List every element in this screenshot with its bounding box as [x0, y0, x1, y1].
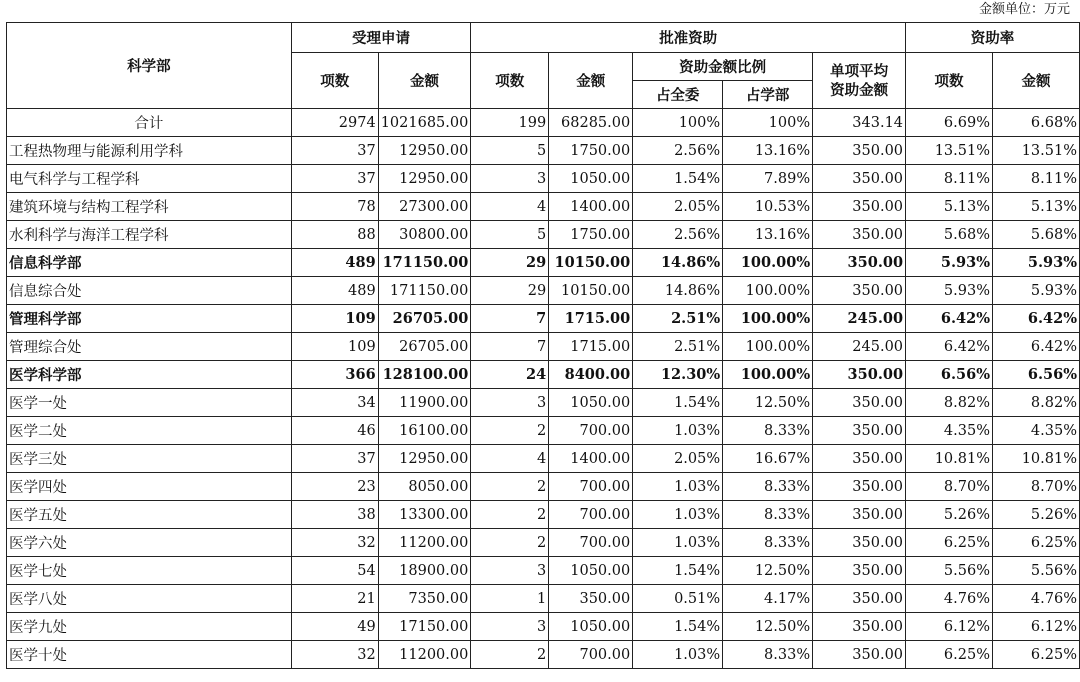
- rate-amount-cell: 10.81%: [992, 445, 1079, 473]
- avg-amount-cell: 350.00: [813, 389, 906, 417]
- row-name: 医学四处: [7, 473, 292, 501]
- row-name: 医学一处: [7, 389, 292, 417]
- accept-count-cell: 489: [291, 249, 378, 277]
- approve-count-cell: 4: [471, 193, 549, 221]
- rate-count-cell: 8.82%: [906, 389, 993, 417]
- ratio-all-cell: 1.03%: [633, 501, 723, 529]
- ratio-all-cell: 14.86%: [633, 277, 723, 305]
- avg-amount-cell: 350.00: [813, 501, 906, 529]
- accept-count-cell: 34: [291, 389, 378, 417]
- rate-amount-cell: 6.25%: [992, 529, 1079, 557]
- accept-amount-cell: 171150.00: [378, 277, 471, 305]
- department-row: [7, 249, 1080, 277]
- avg-amount-cell: 245.00: [813, 305, 906, 333]
- approve-amount-cell: 700.00: [549, 641, 633, 669]
- table-row: [7, 529, 1080, 557]
- accept-amount-cell: 1021685.00: [378, 109, 471, 137]
- row-name: 医学三处: [7, 445, 292, 473]
- rate-amount-cell: 5.93%: [992, 249, 1079, 277]
- approve-count-cell: 24: [471, 361, 549, 389]
- approve-amount-cell: 1750.00: [549, 137, 633, 165]
- rate-count-cell: 5.93%: [906, 277, 993, 305]
- ratio-dept-cell: 10.53%: [723, 193, 813, 221]
- approve-count-cell: 2: [471, 473, 549, 501]
- approve-count-cell: 7: [471, 333, 549, 361]
- approve-count-cell: 3: [471, 165, 549, 193]
- accept-amount-cell: 17150.00: [378, 613, 471, 641]
- table-row: [7, 445, 1080, 473]
- approve-amount-cell: 68285.00: [549, 109, 633, 137]
- department-row: [7, 305, 1080, 333]
- ratio-header: 资助金额比例: [633, 53, 813, 81]
- accept-count-cell: 21: [291, 585, 378, 613]
- rate-count-cell: 6.25%: [906, 529, 993, 557]
- ratio-all-cell: 2.51%: [633, 333, 723, 361]
- avg-amount-cell: 350.00: [813, 585, 906, 613]
- row-name: 医学十处: [7, 641, 292, 669]
- ratio-all-cell: 2.56%: [633, 221, 723, 249]
- rate-count-cell: 10.81%: [906, 445, 993, 473]
- approve-amount-cell: 700.00: [549, 501, 633, 529]
- rate-amount-cell: 4.35%: [992, 417, 1079, 445]
- table-header: [7, 23, 1080, 109]
- approve-count-cell: 29: [471, 249, 549, 277]
- rate-count-cell: 6.42%: [906, 333, 993, 361]
- accept-count-header: 项数: [291, 53, 378, 109]
- rate-amount-cell: 8.70%: [992, 473, 1079, 501]
- table-row: [7, 473, 1080, 501]
- accept-amount-cell: 18900.00: [378, 557, 471, 585]
- ratio-dept-cell: 12.50%: [723, 613, 813, 641]
- ratio-dept-cell: 100.00%: [723, 249, 813, 277]
- avg-amount-cell: 350.00: [813, 361, 906, 389]
- table-row: [7, 613, 1080, 641]
- approve-count-cell: 199: [471, 109, 549, 137]
- avg-amount-cell: 350.00: [813, 221, 906, 249]
- ratio-dept-cell: 100.00%: [723, 305, 813, 333]
- group-rate-header: 资助率: [906, 23, 1080, 53]
- accept-count-cell: 78: [291, 193, 378, 221]
- accept-count-cell: 32: [291, 529, 378, 557]
- rate-count-cell: 5.93%: [906, 249, 993, 277]
- accept-count-cell: 88: [291, 221, 378, 249]
- ratio-dept-cell: 100.00%: [723, 277, 813, 305]
- accept-amount-cell: 11900.00: [378, 389, 471, 417]
- table-row: [7, 277, 1080, 305]
- accept-count-cell: 366: [291, 361, 378, 389]
- accept-amount-cell: 26705.00: [378, 333, 471, 361]
- accept-count-cell: 54: [291, 557, 378, 585]
- approve-amount-cell: 1715.00: [549, 305, 633, 333]
- avg-amount-cell: 350.00: [813, 473, 906, 501]
- rate-count-header: 项数: [906, 53, 993, 109]
- approve-count-cell: 29: [471, 277, 549, 305]
- avg-amount-cell: 350.00: [813, 641, 906, 669]
- approve-count-cell: 5: [471, 221, 549, 249]
- accept-count-cell: 38: [291, 501, 378, 529]
- accept-count-cell: 37: [291, 165, 378, 193]
- rate-amount-cell: 5.26%: [992, 501, 1079, 529]
- rate-count-cell: 13.51%: [906, 137, 993, 165]
- approve-amount-cell: 350.00: [549, 585, 633, 613]
- table-row: [7, 557, 1080, 585]
- accept-amount-cell: 171150.00: [378, 249, 471, 277]
- ratio-all-cell: 1.03%: [633, 641, 723, 669]
- table-row: [7, 417, 1080, 445]
- total-row: [7, 109, 1080, 137]
- approve-count-cell: 2: [471, 417, 549, 445]
- rate-count-cell: 4.35%: [906, 417, 993, 445]
- accept-amount-cell: 12950.00: [378, 137, 471, 165]
- row-name: 医学五处: [7, 501, 292, 529]
- approve-amount-cell: 1050.00: [549, 165, 633, 193]
- rate-count-cell: 5.26%: [906, 501, 993, 529]
- accept-amount-cell: 8050.00: [378, 473, 471, 501]
- approve-count-cell: 1: [471, 585, 549, 613]
- rate-count-cell: 5.68%: [906, 221, 993, 249]
- ratio-dept-cell: 8.33%: [723, 417, 813, 445]
- avg-amount-cell: 350.00: [813, 277, 906, 305]
- accept-count-cell: 46: [291, 417, 378, 445]
- accept-amount-cell: 26705.00: [378, 305, 471, 333]
- rate-amount-cell: 6.25%: [992, 641, 1079, 669]
- avg-header: 单项平均 资助金额: [813, 53, 906, 109]
- ratio-all-cell: 14.86%: [633, 249, 723, 277]
- approve-count-cell: 7: [471, 305, 549, 333]
- ratio-all-cell: 0.51%: [633, 585, 723, 613]
- table-row: [7, 193, 1080, 221]
- rate-amount-cell: 5.93%: [992, 277, 1079, 305]
- approve-count-cell: 3: [471, 389, 549, 417]
- accept-count-cell: 32: [291, 641, 378, 669]
- avg-amount-cell: 350.00: [813, 165, 906, 193]
- ratio-dept-cell: 13.16%: [723, 137, 813, 165]
- approve-amount-cell: 700.00: [549, 529, 633, 557]
- table-row: [7, 333, 1080, 361]
- ratio-all-cell: 2.56%: [633, 137, 723, 165]
- approve-amount-cell: 10150.00: [549, 277, 633, 305]
- row-name: 医学八处: [7, 585, 292, 613]
- ratio-all-cell: 1.03%: [633, 473, 723, 501]
- ratio-all-cell: 1.54%: [633, 613, 723, 641]
- ratio-dept-cell: 7.89%: [723, 165, 813, 193]
- accept-count-cell: 37: [291, 137, 378, 165]
- accept-count-cell: 109: [291, 305, 378, 333]
- avg-amount-cell: 245.00: [813, 333, 906, 361]
- ratio-dept-cell: 16.67%: [723, 445, 813, 473]
- rate-amount-cell: 8.11%: [992, 165, 1079, 193]
- group-approve-header: 批准资助: [471, 23, 906, 53]
- accept-count-cell: 2974: [291, 109, 378, 137]
- ratio-dept-cell: 100.00%: [723, 361, 813, 389]
- accept-amount-header: 金额: [378, 53, 471, 109]
- accept-count-cell: 109: [291, 333, 378, 361]
- rate-amount-cell: 5.68%: [992, 221, 1079, 249]
- approve-amount-header: 金额: [549, 53, 633, 109]
- avg-amount-cell: 350.00: [813, 137, 906, 165]
- approve-amount-cell: 1750.00: [549, 221, 633, 249]
- ratio-dept-cell: 4.17%: [723, 585, 813, 613]
- accept-amount-cell: 11200.00: [378, 641, 471, 669]
- accept-amount-cell: 7350.00: [378, 585, 471, 613]
- approve-count-cell: 2: [471, 641, 549, 669]
- ratio-dept-cell: 12.50%: [723, 557, 813, 585]
- rate-count-cell: 4.76%: [906, 585, 993, 613]
- row-name: 信息科学部: [7, 249, 292, 277]
- row-name: 建筑环境与结构工程学科: [7, 193, 292, 221]
- row-name: 水利科学与海洋工程学科: [7, 221, 292, 249]
- table-row: [7, 221, 1080, 249]
- ratio-dept-cell: 13.16%: [723, 221, 813, 249]
- ratio-dept-cell: 100%: [723, 109, 813, 137]
- ratio-all-cell: 1.54%: [633, 165, 723, 193]
- accept-amount-cell: 11200.00: [378, 529, 471, 557]
- rate-count-cell: 6.25%: [906, 641, 993, 669]
- rate-count-cell: 6.42%: [906, 305, 993, 333]
- approve-count-header: 项数: [471, 53, 549, 109]
- row-name: 管理综合处: [7, 333, 292, 361]
- rate-amount-cell: 6.68%: [992, 109, 1079, 137]
- row-name: 工程热物理与能源利用学科: [7, 137, 292, 165]
- unit-note: 金额单位：万元: [978, 2, 1070, 17]
- row-name: 合计: [7, 109, 292, 137]
- ratio-all-cell: 2.05%: [633, 193, 723, 221]
- row-name: 信息综合处: [7, 277, 292, 305]
- ratio-dept-cell: 8.33%: [723, 529, 813, 557]
- ratio-dept-cell: 12.50%: [723, 389, 813, 417]
- avg-amount-cell: 350.00: [813, 529, 906, 557]
- table-body: [7, 109, 1080, 669]
- table-row: [7, 165, 1080, 193]
- rate-amount-cell: 13.51%: [992, 137, 1079, 165]
- department-row: [7, 361, 1080, 389]
- rate-amount-cell: 5.13%: [992, 193, 1079, 221]
- ratio-dept-cell: 8.33%: [723, 473, 813, 501]
- approve-amount-cell: 700.00: [549, 417, 633, 445]
- row-name: 医学二处: [7, 417, 292, 445]
- ratio-all-cell: 2.05%: [633, 445, 723, 473]
- accept-amount-cell: 27300.00: [378, 193, 471, 221]
- approve-count-cell: 2: [471, 501, 549, 529]
- row-name: 医学九处: [7, 613, 292, 641]
- avg-amount-cell: 350.00: [813, 445, 906, 473]
- approve-amount-cell: 10150.00: [549, 249, 633, 277]
- avg-amount-cell: 350.00: [813, 613, 906, 641]
- table-row: [7, 641, 1080, 669]
- accept-amount-cell: 12950.00: [378, 445, 471, 473]
- rate-amount-cell: 4.76%: [992, 585, 1079, 613]
- approve-amount-cell: 1050.00: [549, 557, 633, 585]
- ratio-dept-header: 占学部: [723, 81, 813, 109]
- ratio-all-cell: 1.54%: [633, 389, 723, 417]
- accept-count-cell: 489: [291, 277, 378, 305]
- table-row: [7, 389, 1080, 417]
- funding-table: [6, 22, 1080, 669]
- approve-count-cell: 4: [471, 445, 549, 473]
- rate-count-cell: 6.56%: [906, 361, 993, 389]
- accept-amount-cell: 16100.00: [378, 417, 471, 445]
- avg-amount-cell: 350.00: [813, 417, 906, 445]
- approve-amount-cell: 700.00: [549, 473, 633, 501]
- approve-count-cell: 3: [471, 613, 549, 641]
- approve-amount-cell: 1715.00: [549, 333, 633, 361]
- row-name: 电气科学与工程学科: [7, 165, 292, 193]
- ratio-all-cell: 12.30%: [633, 361, 723, 389]
- ratio-all-cell: 100%: [633, 109, 723, 137]
- accept-amount-cell: 12950.00: [378, 165, 471, 193]
- rate-amount-cell: 6.42%: [992, 333, 1079, 361]
- approve-amount-cell: 1050.00: [549, 613, 633, 641]
- rate-count-cell: 6.69%: [906, 109, 993, 137]
- accept-amount-cell: 13300.00: [378, 501, 471, 529]
- ratio-dept-cell: 8.33%: [723, 641, 813, 669]
- table-row: [7, 585, 1080, 613]
- rate-amount-cell: 6.56%: [992, 361, 1079, 389]
- ratio-all-header: 占全委: [633, 81, 723, 109]
- approve-amount-cell: 1050.00: [549, 389, 633, 417]
- avg-amount-cell: 350.00: [813, 249, 906, 277]
- accept-count-cell: 37: [291, 445, 378, 473]
- rate-count-cell: 8.11%: [906, 165, 993, 193]
- approve-count-cell: 5: [471, 137, 549, 165]
- approve-amount-cell: 8400.00: [549, 361, 633, 389]
- row-name: 医学科学部: [7, 361, 292, 389]
- rate-count-cell: 8.70%: [906, 473, 993, 501]
- rate-amount-header: 金额: [992, 53, 1079, 109]
- col-dept-header: 科学部: [7, 23, 292, 109]
- avg-amount-cell: 343.14: [813, 109, 906, 137]
- avg-amount-cell: 350.00: [813, 193, 906, 221]
- row-name: 医学七处: [7, 557, 292, 585]
- ratio-all-cell: 1.54%: [633, 557, 723, 585]
- rate-count-cell: 6.12%: [906, 613, 993, 641]
- rate-amount-cell: 6.12%: [992, 613, 1079, 641]
- approve-amount-cell: 1400.00: [549, 445, 633, 473]
- ratio-all-cell: 1.03%: [633, 529, 723, 557]
- ratio-all-cell: 1.03%: [633, 417, 723, 445]
- accept-count-cell: 23: [291, 473, 378, 501]
- ratio-all-cell: 2.51%: [633, 305, 723, 333]
- approve-count-cell: 2: [471, 529, 549, 557]
- row-name: 医学六处: [7, 529, 292, 557]
- table-row: [7, 501, 1080, 529]
- rate-count-cell: 5.56%: [906, 557, 993, 585]
- ratio-dept-cell: 8.33%: [723, 501, 813, 529]
- group-accept-header: 受理申请: [291, 23, 471, 53]
- approve-count-cell: 3: [471, 557, 549, 585]
- approve-amount-cell: 1400.00: [549, 193, 633, 221]
- avg-amount-cell: 350.00: [813, 557, 906, 585]
- accept-amount-cell: 30800.00: [378, 221, 471, 249]
- rate-amount-cell: 5.56%: [992, 557, 1079, 585]
- rate-count-cell: 5.13%: [906, 193, 993, 221]
- table-row: [7, 137, 1080, 165]
- rate-amount-cell: 6.42%: [992, 305, 1079, 333]
- row-name: 管理科学部: [7, 305, 292, 333]
- rate-amount-cell: 8.82%: [992, 389, 1079, 417]
- accept-count-cell: 49: [291, 613, 378, 641]
- ratio-dept-cell: 100.00%: [723, 333, 813, 361]
- accept-amount-cell: 128100.00: [378, 361, 471, 389]
